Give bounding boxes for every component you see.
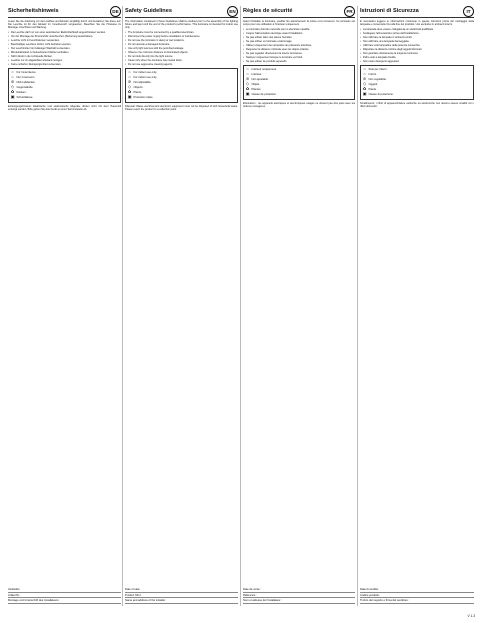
column-en (125, 6, 238, 606)
signature-line: Nom et adresse de l'installateur : (243, 599, 355, 604)
symbol-row (246, 67, 353, 71)
symbol-row (246, 88, 353, 92)
symbol-box (360, 65, 474, 101)
section-header (243, 6, 355, 18)
intro-text: È necessario leggere le informazioni contenute in queste istruzioni prima del montaggio della lampada e conservarle fino alla fine del prodotto. Uso esclusivo in ambienti interni. (360, 20, 474, 27)
symbol-row (128, 70, 236, 74)
section-title: Règles de sécurité (243, 8, 293, 14)
symbol-label: Solo per interni. (368, 67, 388, 71)
symbol-row (246, 78, 353, 82)
signature-line: Référence : (243, 594, 355, 599)
symbol-box (8, 68, 121, 104)
safety-bullet: • Couper l'alimentation électrique avant l'installation. (243, 32, 355, 35)
symbol-icon: ⌂ (363, 71, 366, 76)
signature-line: Product SKU: (125, 594, 238, 599)
symbol-label: Gegenstände. (16, 86, 34, 89)
symbol-icon: ⌂ (246, 71, 249, 76)
symbol-row (363, 72, 472, 76)
signature-line: Date of sale: (125, 588, 238, 593)
symbol-label: Nur Innenraum. (16, 75, 36, 79)
section-header (8, 6, 121, 18)
symbol-icon: ⌂ (363, 66, 366, 71)
safety-bullet: • Ne pas utiliser de produits agressifs. (243, 60, 355, 63)
signature-line: Timbro del negozio e firma del venditore: (360, 599, 474, 604)
symbol-label: Intérieur uniquement. (251, 67, 277, 71)
language-badge: FR (344, 6, 355, 17)
safety-bullet: • Rispettare la distanza minima dagli oggetti illuminati. (360, 48, 474, 51)
symbol-icon: ▣ (127, 95, 132, 100)
symbol-row (11, 70, 119, 74)
safety-bullet: • Utiliser uniquement des ampoules de puissance autorisée. (243, 44, 355, 47)
safety-bullet: • Keine scharfen Reinigungsmittel verwenden. (8, 63, 121, 66)
symbol-row (128, 86, 236, 90)
signature-line: Artikel Nr.: (8, 594, 121, 599)
symbol-row (11, 96, 119, 100)
disposal-text: Entsorgungshinweis: Elektrische und elektronische Altgeräte dürfen nicht mit dem Hausmüll entsorgt werden. Bitte geben Sie das Gerät an einer Sammelstelle ab. (8, 105, 121, 112)
symbol-icon: ▣ (10, 95, 15, 100)
safety-bullet: • Nettoyer uniquement lorsque le luminaire est froid. (243, 56, 355, 59)
language-badge: DE (110, 6, 121, 17)
safety-bullet: • Ne pas utiliser dans des pièces humides. (243, 36, 355, 39)
symbol-label: For indoor use only. (133, 70, 158, 74)
symbol-box (125, 68, 238, 104)
symbol-row (11, 75, 119, 79)
safety-bullet: • Non utilizzare una lampada danneggiata. (360, 40, 474, 43)
symbol-icon: ✿ (127, 90, 132, 95)
symbol-label: Non regolabile. (368, 77, 387, 81)
symbol-row (363, 83, 472, 87)
symbol-row (246, 93, 353, 97)
symbol-icon: ⌂ (246, 66, 249, 71)
symbol-label: Objets. (251, 82, 261, 86)
symbol-row (363, 88, 472, 92)
language-badge: IT (463, 6, 474, 17)
symbol-label: Non ajustable. (251, 77, 269, 81)
safety-bullet: • Utilizzare solo lampadine della potenza consentita. (360, 44, 474, 47)
safety-bullet: • The luminaire must be connected by a qualified electrician. (125, 31, 238, 34)
symbol-icon: ⊘ (245, 76, 250, 81)
signature-line: Montage und Unterschrift des Installateurs: (8, 599, 121, 604)
symbol-icon: ✿ (362, 87, 367, 92)
symbol-icon: ◇ (363, 81, 366, 86)
disposal-text: Disposal: Waste electrical and electronic equipment must not be disposed of with household waste. Please return the product to a collection point. (125, 105, 238, 112)
section-header (360, 6, 474, 18)
symbol-label: Plants. (133, 91, 142, 95)
version-label: V 1.3 (467, 614, 475, 618)
symbol-row (11, 91, 119, 95)
safety-bullet: • Non usare detergenti aggressivi. (360, 60, 474, 63)
symbol-label: For indoor use only. (133, 75, 158, 79)
symbol-label: Ranken. (16, 91, 27, 95)
safety-bullet: • Observe the minimum distance to illuminated objects. (125, 51, 238, 54)
safety-bullet: • Do not look directly into the light source. (125, 55, 238, 58)
signature-block (360, 587, 474, 604)
safety-bullet: • La lampada deve essere collegata da un elettricista qualificato. (360, 28, 474, 31)
symbol-label: Für Innenräume. (16, 70, 37, 74)
symbol-row (246, 83, 353, 87)
safety-bullet: • Mindestabstand zu beleuchteten Flächen einhalten. (8, 51, 121, 54)
symbol-icon: ◇ (11, 85, 14, 89)
language-badge: EN (227, 6, 238, 17)
symbol-row (363, 78, 472, 82)
signature-line: Verkäufer: (8, 588, 121, 593)
symbol-label: Schutzklasse. (16, 96, 34, 100)
safety-bullet: • Leuchte nur im abgekühlten Zustand reinigen. (8, 59, 121, 62)
signature-line: Codice prodotto: (360, 594, 474, 599)
symbol-row (128, 96, 236, 100)
intro-text: Avant d'installer le luminaire, veuillez lire attentivement la notice et la conserver. Ce luminaire est conçu pour une utilisation à l'intérieur uniquement. (243, 20, 355, 27)
symbol-icon: ⌂ (128, 74, 131, 79)
safety-bullet: • Le luminaire doit être raccordé par un électricien qualifié. (243, 28, 355, 31)
symbol-label: Not adjustable. (133, 80, 152, 84)
symbol-row (246, 72, 353, 76)
symbol-box (243, 65, 355, 101)
safety-bullet: • Die Leuchte darf nur von einer autorisierten Elektrofachkraft angeschlossen werden. (8, 31, 121, 34)
symbol-icon: ⊘ (10, 79, 15, 84)
safety-bullet: • Respecter la distance minimale avec les objets éclairés. (243, 48, 355, 51)
safety-bullet: • Ne pas utiliser un luminaire endommagé. (243, 40, 355, 43)
symbol-row (128, 91, 236, 95)
safety-bullet: • Nicht direkt in die Lichtquelle blicken. (8, 55, 121, 58)
signature-block (8, 587, 121, 604)
safety-bullet: • Use only light sources with the permitted wattage. (125, 47, 238, 50)
signature-line: Name and address of the installer: (125, 599, 238, 604)
symbol-row (128, 75, 236, 79)
symbol-row (11, 81, 119, 85)
safety-bullet: • Nur Leuchtmittel mit zulässiger Wattzahl verwenden. (8, 47, 121, 50)
section-header (125, 6, 238, 18)
disposal-text: Élimination : les appareils électriques et électroniques usagés ne doivent pas être jetés avec les ordures ménagères. (243, 102, 355, 109)
symbol-icon: ⊘ (127, 79, 132, 84)
signature-block (243, 587, 355, 604)
section-title: Istruzioni di Sicurezza (360, 8, 419, 14)
symbol-label: Protection class. (133, 96, 154, 100)
symbol-icon: ◇ (128, 85, 131, 89)
safety-bullet: • Do not operate a damaged luminaire. (125, 43, 238, 46)
symbol-icon: ⌂ (11, 74, 14, 79)
safety-bullet: • Do not use the luminaire in damp or wet locations. (125, 39, 238, 42)
intro-text: Lesen Sie die Anleitung vor dem Aufbau und Einsatz sorgfältig durch und bewahren Sie diese auf. Die Leuchte ist für den Einsatz im Innenbereich vorgesehen. Beachten Sie die Hinweise zu Montage, Anschluss und Wartung. (8, 20, 121, 30)
safety-bullet: • Beschädigte Leuchten dürfen nicht betrieben werden. (8, 43, 121, 46)
symbol-icon: ▣ (245, 92, 250, 97)
intro-text: The information contained in these Guidelines shall be studied prior to the assembly of the lighting fixture and kept until the end of the product's performance. This luminaire is intended for indoor use only. (125, 20, 238, 30)
safety-bullet: • Non guardare direttamente la sorgente luminosa. (360, 52, 474, 55)
safety-bullet: • Non utilizzare la lampada in ambienti umidi. (360, 36, 474, 39)
symbol-label: Plantes. (251, 88, 262, 92)
symbol-label: Classe de protection. (251, 93, 277, 97)
section-title: Sicherheitshinweis (8, 8, 59, 14)
column-it (360, 6, 474, 606)
safety-bullet: • Vor der Montage die Stromzufuhr unterbrechen (Sicherung ausschalten). (8, 35, 121, 38)
symbol-row (363, 67, 472, 71)
safety-bullet: • Scollegare l'alimentazione prima dell'installazione. (360, 32, 474, 35)
signature-line: Date de vente : (243, 588, 355, 593)
safety-bullet: • Do not use aggressive cleaning agents. (125, 63, 238, 66)
symbol-label: Objects. (133, 86, 144, 89)
section-title: Safety Guidelines (125, 8, 172, 14)
signature-block (125, 587, 238, 604)
symbol-icon: ▣ (362, 92, 367, 97)
symbol-label: Piante. (368, 88, 377, 92)
safety-bullet: • Ne pas regarder directement la source lumineuse. (243, 52, 355, 55)
symbol-label: Oggetti. (368, 82, 378, 86)
safety-bullet: • Clean only when the luminaire has cooled down. (125, 59, 238, 62)
symbol-label: Nicht abdecken. (16, 80, 36, 84)
safety-bullet: • Disconnect the power supply before installation or maintenance. (125, 35, 238, 38)
symbol-row (363, 93, 472, 97)
symbol-row (128, 81, 236, 85)
symbol-label: Intérieur. (251, 72, 262, 76)
symbol-label: Classe di protezione. (368, 93, 394, 97)
symbol-icon: ⌂ (11, 69, 14, 74)
symbol-label: Interni. (368, 72, 377, 76)
symbol-icon: ⌂ (128, 69, 131, 74)
column-de (8, 6, 121, 606)
safety-bullet: • Pulire solo a lampada fredda. (360, 56, 474, 59)
symbol-row (11, 86, 119, 90)
symbol-icon: ◇ (246, 81, 249, 86)
symbol-icon: ✿ (245, 87, 250, 92)
signature-line: Data di vendita: (360, 588, 474, 593)
symbol-icon: ⊘ (362, 76, 367, 81)
column-fr (243, 6, 355, 606)
safety-bullet: • Leuchte nicht in Feuchträumen verwenden. (8, 39, 121, 42)
disposal-text: Smaltimento: i rifiuti di apparecchiature elettriche ed elettroniche non devono essere smaltiti con i rifiuti domestici. (360, 102, 474, 109)
symbol-icon: ✿ (10, 90, 15, 95)
